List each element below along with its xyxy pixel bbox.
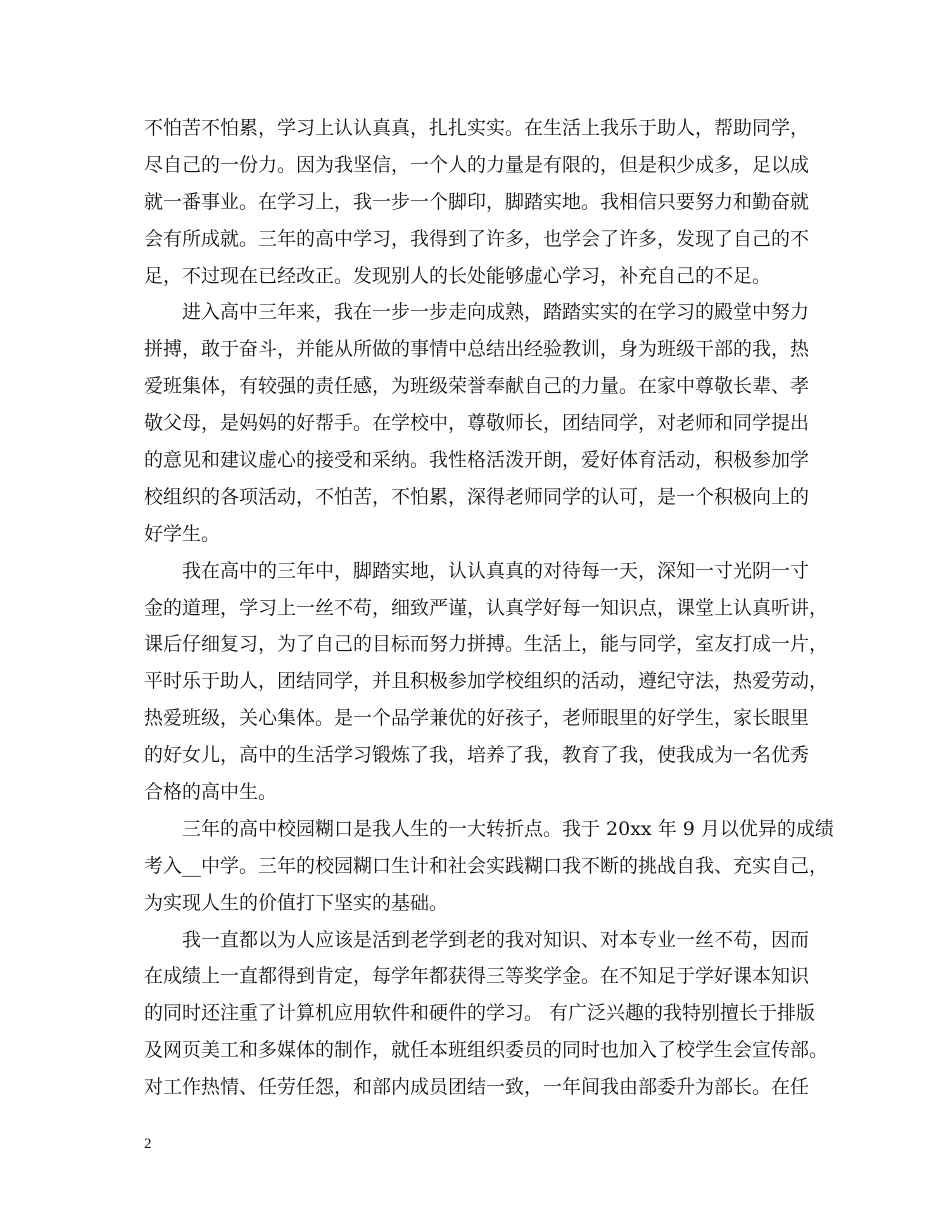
text-line: 的同时还注重了计算机应用软件和硬件的学习。 有广泛兴趣的我特别擅长于排版	[144, 1002, 816, 1025]
text-line: 校组织的各项活动，不怕苦，不怕累，深得老师同学的认可，是一个积极向上的	[144, 485, 810, 508]
text-line: 拼搏，敢于奋斗，并能从所做的事情中总结出经验教训，身为班级干部的我，热	[144, 338, 810, 361]
text-line: 爱班集体，有较强的责任感，为班级荣誉奉献自己的力量。在家中尊敬长辈、孝	[144, 375, 810, 398]
text-line: 就一番事业。在学习上，我一步一个脚印，脚踏实地。我相信只要努力和勤奋就	[144, 190, 810, 213]
text-line: 足，不过现在已经改正。发现别人的长处能够虚心学习，补充自己的不足。	[144, 264, 772, 287]
text-line: 好学生。	[144, 522, 221, 545]
text-line: 金的道理，学习上一丝不苟，细致严谨，认真学好每一知识点，课堂上认真听讲，	[144, 596, 829, 619]
text-line: 在成绩上一直都得到肯定，每学年都获得三等奖学金。在不知足于学好课本知识	[144, 965, 810, 988]
text-line: 的好女儿，高中的生活学习锻炼了我，培养了我，教育了我，使我成为一名优秀	[144, 744, 810, 767]
text-line: 课后仔细复习，为了自己的目标而努力拼搏。生活上，能与同学，室友打成一片，	[144, 633, 829, 656]
text-line: 热爱班级，关心集体。是一个品学兼优的好孩子，老师眼里的好学生，家长眼里	[144, 707, 810, 730]
text-line: 会有所成就。三年的高中学习，我得到了许多，也学会了许多，发现了自己的不	[144, 227, 810, 250]
body-text	[144, 110, 834, 1106]
text-line: 尽自己的一份力。因为我坚信，一个人的力量是有限的，但是积少成多，足以成	[144, 153, 810, 176]
text-line: 及网页美工和多媒体的制作，就任本班组织委员的同时也加入了校学生会宣传部。	[144, 1039, 829, 1062]
text-line: 我在高中的三年中，脚踏实地，认认真真的对待每一天，深知一寸光阴一寸	[144, 559, 810, 582]
text-line: 合格的高中生。	[144, 781, 278, 804]
text-line: 三年的高中校园糊口是我人生的一大转折点。我于 20xx 年 9 月以优异的成绩	[144, 817, 834, 840]
text-line: 考入__中学。三年的校园糊口生计和社会实践糊口我不断的挑战自我、充实自己，	[144, 854, 829, 877]
text-line: 对工作热情、任劳任怨，和部内成员团结一致，一年间我由部委升为部长。在任	[144, 1076, 810, 1099]
text-line: 敬父母，是妈妈的好帮手。在学校中，尊敬师长，团结同学，对老师和同学提出	[144, 412, 810, 435]
text-line: 不怕苦不怕累，学习上认认真真，扎扎实实。在生活上我乐于助人，帮助同学，	[144, 117, 810, 139]
text-line: 我一直都以为人应该是活到老学到老的我对知识、对本专业一丝不苟，因而	[144, 928, 810, 951]
text-line: 为实现人生的价值打下坚实的基础。	[144, 891, 449, 914]
text-line: 的意见和建议虚心的接受和采纳。我性格活泼开朗，爱好体育活动，积极参加学	[144, 449, 810, 472]
text-line: 平时乐于助人，团结同学，并且积极参加学校组织的活动，遵纪守法，热爱劳动，	[144, 670, 829, 693]
text-line: 进入高中三年来，我在一步一步走向成熟，踏踏实实的在学习的殿堂中努力	[144, 301, 810, 324]
page-number: 2	[144, 1136, 152, 1152]
